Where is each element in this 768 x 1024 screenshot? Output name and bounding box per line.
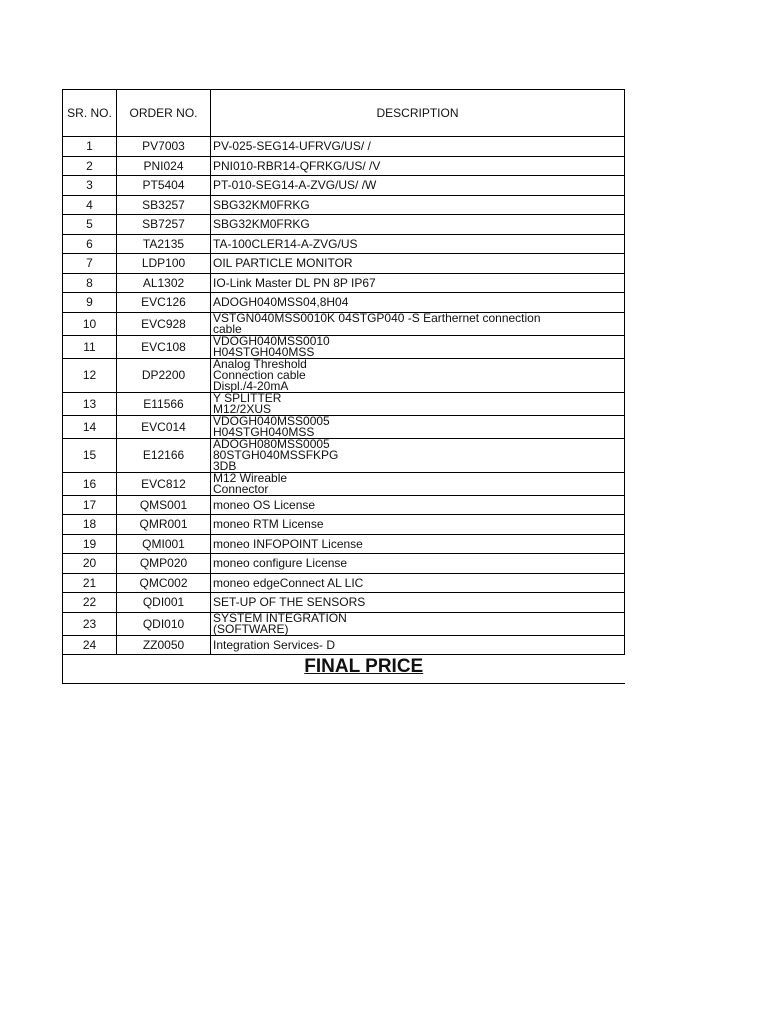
description-cell	[211, 612, 625, 635]
final-price-row	[63, 655, 625, 684]
table-row	[63, 215, 625, 235]
description-line: 3DB	[213, 458, 237, 473]
order-no-cell: QMR001	[117, 515, 211, 535]
description-cell	[211, 358, 625, 392]
description-line: VDOGH040MSS0010	[213, 333, 330, 348]
sr-no-cell: 14	[63, 415, 117, 438]
order-no-cell: PNI024	[117, 156, 211, 176]
description-line: VSTGN040MSS0010K 04STGP040 -S Earthernet connection	[213, 310, 541, 325]
sr-no-cell: 24	[63, 635, 117, 655]
order-no-cell: QMC002	[117, 573, 211, 593]
table-row	[63, 495, 625, 515]
description-line: H04STGH040MSS	[213, 344, 315, 359]
order-table	[62, 89, 625, 684]
table-row	[63, 293, 625, 313]
table-row	[63, 156, 625, 176]
description-cell: Integration Services- D	[211, 635, 625, 655]
table-row	[63, 573, 625, 593]
description-cell	[211, 415, 625, 438]
table-row	[63, 273, 625, 293]
sr-no-cell: 19	[63, 534, 117, 554]
sr-no-cell: 17	[63, 495, 117, 515]
order-no-cell: TA2135	[117, 234, 211, 254]
table-row	[63, 515, 625, 535]
description-cell: moneo configure License	[211, 554, 625, 574]
sr-no-cell: 9	[63, 293, 117, 313]
description-line: SYSTEM INTEGRATION	[213, 610, 347, 625]
sr-no-cell: 4	[63, 195, 117, 215]
sr-no-cell: 5	[63, 215, 117, 235]
sr-no-cell: 21	[63, 573, 117, 593]
sr-no-cell: 16	[63, 472, 117, 495]
description-cell	[211, 392, 625, 415]
order-no-cell: QDI010	[117, 612, 211, 635]
table-row	[63, 612, 625, 635]
description-cell	[211, 312, 625, 335]
table-row	[63, 234, 625, 254]
sr-no-cell: 15	[63, 438, 117, 472]
sr-no-cell: 18	[63, 515, 117, 535]
order-no-cell: QDI001	[117, 593, 211, 613]
order-no-cell: EVC928	[117, 312, 211, 335]
table-row	[63, 554, 625, 574]
table-row	[63, 438, 625, 472]
order-no-cell: PV7003	[117, 137, 211, 157]
order-no-cell: ZZ0050	[117, 635, 211, 655]
sr-no-cell: 23	[63, 612, 117, 635]
order-no-cell: SB3257	[117, 195, 211, 215]
header-order-no: ORDER NO.	[117, 90, 211, 137]
header-description: DESCRIPTION	[211, 90, 625, 137]
order-no-cell: E11566	[117, 392, 211, 415]
table-row	[63, 472, 625, 495]
description-cell: PT-010-SEG14-A-ZVG/US/ /W	[211, 176, 625, 196]
table-row	[63, 335, 625, 358]
order-no-cell: QMP020	[117, 554, 211, 574]
table-row	[63, 254, 625, 274]
description-cell: OIL PARTICLE MONITOR	[211, 254, 625, 274]
description-line: (SOFTWARE)	[213, 621, 289, 636]
description-line: ADOGH080MSS0005	[213, 436, 330, 451]
description-cell: TA-100CLER14-A-ZVG/US	[211, 234, 625, 254]
table-row	[63, 137, 625, 157]
description-cell: ADOGH040MSS04,8H04	[211, 293, 625, 313]
sr-no-cell: 12	[63, 358, 117, 392]
description-line: 80STGH040MSSFKPG	[213, 447, 339, 462]
description-cell: PNI010-RBR14-QFRKG/US/ /V	[211, 156, 625, 176]
sr-no-cell: 7	[63, 254, 117, 274]
order-no-cell: E12166	[117, 438, 211, 472]
order-no-cell: EVC014	[117, 415, 211, 438]
sr-no-cell: 11	[63, 335, 117, 358]
description-line: Y SPLITTER	[213, 390, 282, 405]
order-no-cell: SB7257	[117, 215, 211, 235]
table-row	[63, 312, 625, 335]
table-row	[63, 593, 625, 613]
description-line: M12/2XUS	[213, 401, 272, 416]
header-row	[63, 90, 625, 137]
description-cell	[211, 438, 625, 472]
order-no-cell: QMS001	[117, 495, 211, 515]
order-no-cell: AL1302	[117, 273, 211, 293]
description-line: H04STGH040MSS	[213, 424, 315, 439]
order-no-cell: QMI001	[117, 534, 211, 554]
description-cell: SBG32KM0FRKG	[211, 215, 625, 235]
sr-no-cell: 13	[63, 392, 117, 415]
description-cell: IO-Link Master DL PN 8P IP67	[211, 273, 625, 293]
sr-no-cell: 22	[63, 593, 117, 613]
table-row	[63, 195, 625, 215]
final-price-label: FINAL PRICE	[304, 656, 424, 677]
order-no-cell: DP2200	[117, 358, 211, 392]
description-line: Connection cable	[213, 367, 306, 382]
sr-no-cell: 8	[63, 273, 117, 293]
description-line: cable	[213, 321, 242, 336]
sr-no-cell: 3	[63, 176, 117, 196]
table-row	[63, 176, 625, 196]
table-row	[63, 635, 625, 655]
description-cell: moneo edgeConnect AL LIC	[211, 573, 625, 593]
table-row	[63, 415, 625, 438]
description-line: Connector	[213, 481, 269, 496]
table-body	[63, 137, 625, 655]
order-no-cell: EVC812	[117, 472, 211, 495]
order-no-cell: EVC126	[117, 293, 211, 313]
final-price-cell	[63, 655, 625, 684]
sr-no-cell: 1	[63, 137, 117, 157]
description-line: M12 Wireable	[213, 470, 288, 485]
order-no-cell: PT5404	[117, 176, 211, 196]
description-cell: PV-025-SEG14-UFRVG/US/ /	[211, 137, 625, 157]
table-row	[63, 392, 625, 415]
sr-no-cell: 2	[63, 156, 117, 176]
sr-no-cell: 20	[63, 554, 117, 574]
table-row	[63, 358, 625, 392]
description-cell: SBG32KM0FRKG	[211, 195, 625, 215]
description-cell	[211, 472, 625, 495]
description-cell: moneo INFOPOINT License	[211, 534, 625, 554]
description-line: VDOGH040MSS0005	[213, 413, 330, 428]
sr-no-cell: 6	[63, 234, 117, 254]
table-row	[63, 534, 625, 554]
sr-no-cell: 10	[63, 312, 117, 335]
order-no-cell: LDP100	[117, 254, 211, 274]
description-cell: SET-UP OF THE SENSORS	[211, 593, 625, 613]
description-cell	[211, 335, 625, 358]
header-sr-no: SR. NO.	[63, 90, 117, 137]
description-line: Analog Threshold	[213, 356, 307, 371]
description-line: Displ./4-20mA	[213, 378, 289, 393]
description-cell: moneo RTM License	[211, 515, 625, 535]
order-no-cell: EVC108	[117, 335, 211, 358]
description-cell: moneo OS License	[211, 495, 625, 515]
